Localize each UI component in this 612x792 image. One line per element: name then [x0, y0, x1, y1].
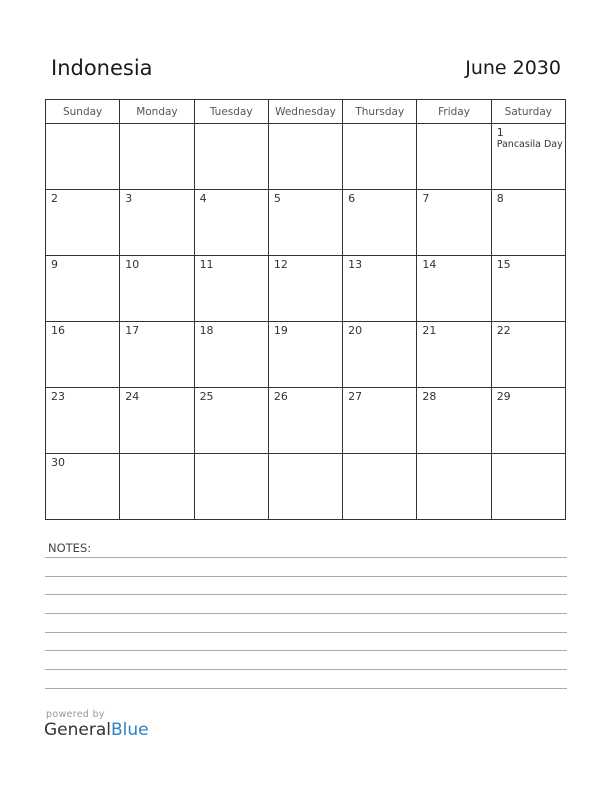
note-line — [45, 613, 567, 614]
day-number: 30 — [51, 456, 65, 469]
day-cell — [120, 322, 194, 388]
day-number: 28 — [422, 390, 437, 403]
day-cell — [491, 256, 565, 322]
notes-label: NOTES: — [48, 541, 92, 555]
day-cell — [343, 190, 417, 256]
note-line — [45, 557, 567, 558]
day-cell — [268, 454, 342, 520]
day-cell — [343, 388, 417, 454]
day-cell — [120, 454, 194, 520]
day-cell — [120, 388, 194, 454]
day-cell — [46, 190, 120, 256]
day-cell — [417, 388, 491, 454]
weekday-saturday: Saturday — [491, 100, 565, 124]
day-cell — [120, 256, 194, 322]
note-line — [45, 669, 567, 670]
day-cell — [46, 388, 120, 454]
day-number: 15 — [496, 258, 511, 271]
day-number — [46, 124, 119, 126]
week-row — [46, 190, 566, 256]
day-number — [417, 124, 490, 126]
weekday-tuesday: Tuesday — [194, 100, 268, 124]
day-cell — [343, 322, 417, 388]
day-cell — [491, 190, 565, 256]
day-cell — [46, 454, 120, 520]
note-line — [45, 632, 567, 633]
day-cell — [417, 190, 491, 256]
day-number: 16 — [51, 324, 65, 337]
day-number: 1 — [496, 126, 504, 139]
day-cell — [417, 124, 491, 190]
generalblue-logo — [44, 720, 149, 740]
day-number: 27 — [348, 390, 363, 403]
day-cell — [491, 454, 565, 520]
day-number: 12 — [273, 258, 288, 271]
day-cell — [268, 124, 342, 190]
day-number — [343, 124, 416, 126]
day-number: 11 — [199, 258, 214, 271]
day-cell — [194, 322, 268, 388]
day-cell — [417, 454, 491, 520]
day-number — [120, 454, 193, 456]
note-line — [45, 594, 567, 595]
weekday-friday: Friday — [417, 100, 491, 124]
day-number — [417, 454, 490, 456]
day-number: 24 — [125, 390, 140, 403]
weekday-header-row — [46, 100, 566, 124]
day-number: 20 — [348, 324, 363, 337]
day-cell — [343, 454, 417, 520]
day-number: 13 — [348, 258, 363, 271]
note-line — [45, 576, 567, 577]
day-number: 22 — [496, 324, 511, 337]
day-cell — [343, 256, 417, 322]
day-number: 7 — [422, 192, 430, 205]
day-number: 9 — [51, 258, 58, 271]
week-row — [46, 322, 566, 388]
day-cell — [120, 124, 194, 190]
day-number: 3 — [125, 192, 133, 205]
month-year-title: June 2030 — [465, 57, 561, 79]
week-row — [46, 124, 566, 190]
week-row — [46, 454, 566, 520]
day-number: 21 — [422, 324, 437, 337]
day-number: 2 — [51, 192, 58, 205]
day-number: 5 — [273, 192, 281, 205]
day-number — [195, 124, 268, 126]
day-number: 8 — [496, 192, 504, 205]
day-cell — [491, 322, 565, 388]
day-cell — [343, 124, 417, 190]
weekday-thursday: Thursday — [343, 100, 417, 124]
weekday-sunday: Sunday — [46, 100, 120, 124]
day-cell — [268, 388, 342, 454]
weekday-wednesday: Wednesday — [268, 100, 342, 124]
day-cell — [417, 256, 491, 322]
calendar-body — [46, 124, 566, 520]
day-cell — [268, 190, 342, 256]
day-cell — [268, 322, 342, 388]
holiday-label: Pancasila Day — [496, 139, 563, 150]
day-number — [195, 454, 268, 456]
day-number — [343, 454, 416, 456]
day-cell — [491, 124, 565, 190]
day-cell — [46, 322, 120, 388]
day-number: 26 — [273, 390, 288, 403]
day-number: 18 — [199, 324, 214, 337]
day-cell — [268, 256, 342, 322]
week-row — [46, 388, 566, 454]
day-number — [120, 124, 193, 126]
day-cell — [46, 256, 120, 322]
calendar-grid — [45, 99, 566, 520]
week-row — [46, 256, 566, 322]
day-cell — [194, 454, 268, 520]
brand-general-text: General — [44, 720, 111, 740]
powered-by-text: powered by — [46, 709, 105, 720]
brand-blue-text: Blue — [111, 720, 149, 740]
day-number: 6 — [348, 192, 356, 205]
day-number: 19 — [273, 324, 288, 337]
day-number: 10 — [125, 258, 140, 271]
day-number: 25 — [199, 390, 214, 403]
day-number — [269, 124, 342, 126]
day-number — [269, 454, 342, 456]
day-cell — [194, 256, 268, 322]
day-cell — [46, 124, 120, 190]
weekday-monday: Monday — [120, 100, 194, 124]
day-cell — [194, 388, 268, 454]
day-cell — [194, 190, 268, 256]
day-cell — [120, 190, 194, 256]
day-number: 17 — [125, 324, 140, 337]
day-cell — [194, 124, 268, 190]
day-number: 14 — [422, 258, 437, 271]
day-number: 4 — [199, 192, 207, 205]
day-cell — [491, 388, 565, 454]
day-number: 29 — [496, 390, 511, 403]
country-title: Indonesia — [51, 56, 153, 80]
note-line — [45, 688, 567, 689]
day-number — [492, 454, 565, 456]
day-cell — [417, 322, 491, 388]
note-line — [45, 650, 567, 651]
day-number: 23 — [51, 390, 65, 403]
